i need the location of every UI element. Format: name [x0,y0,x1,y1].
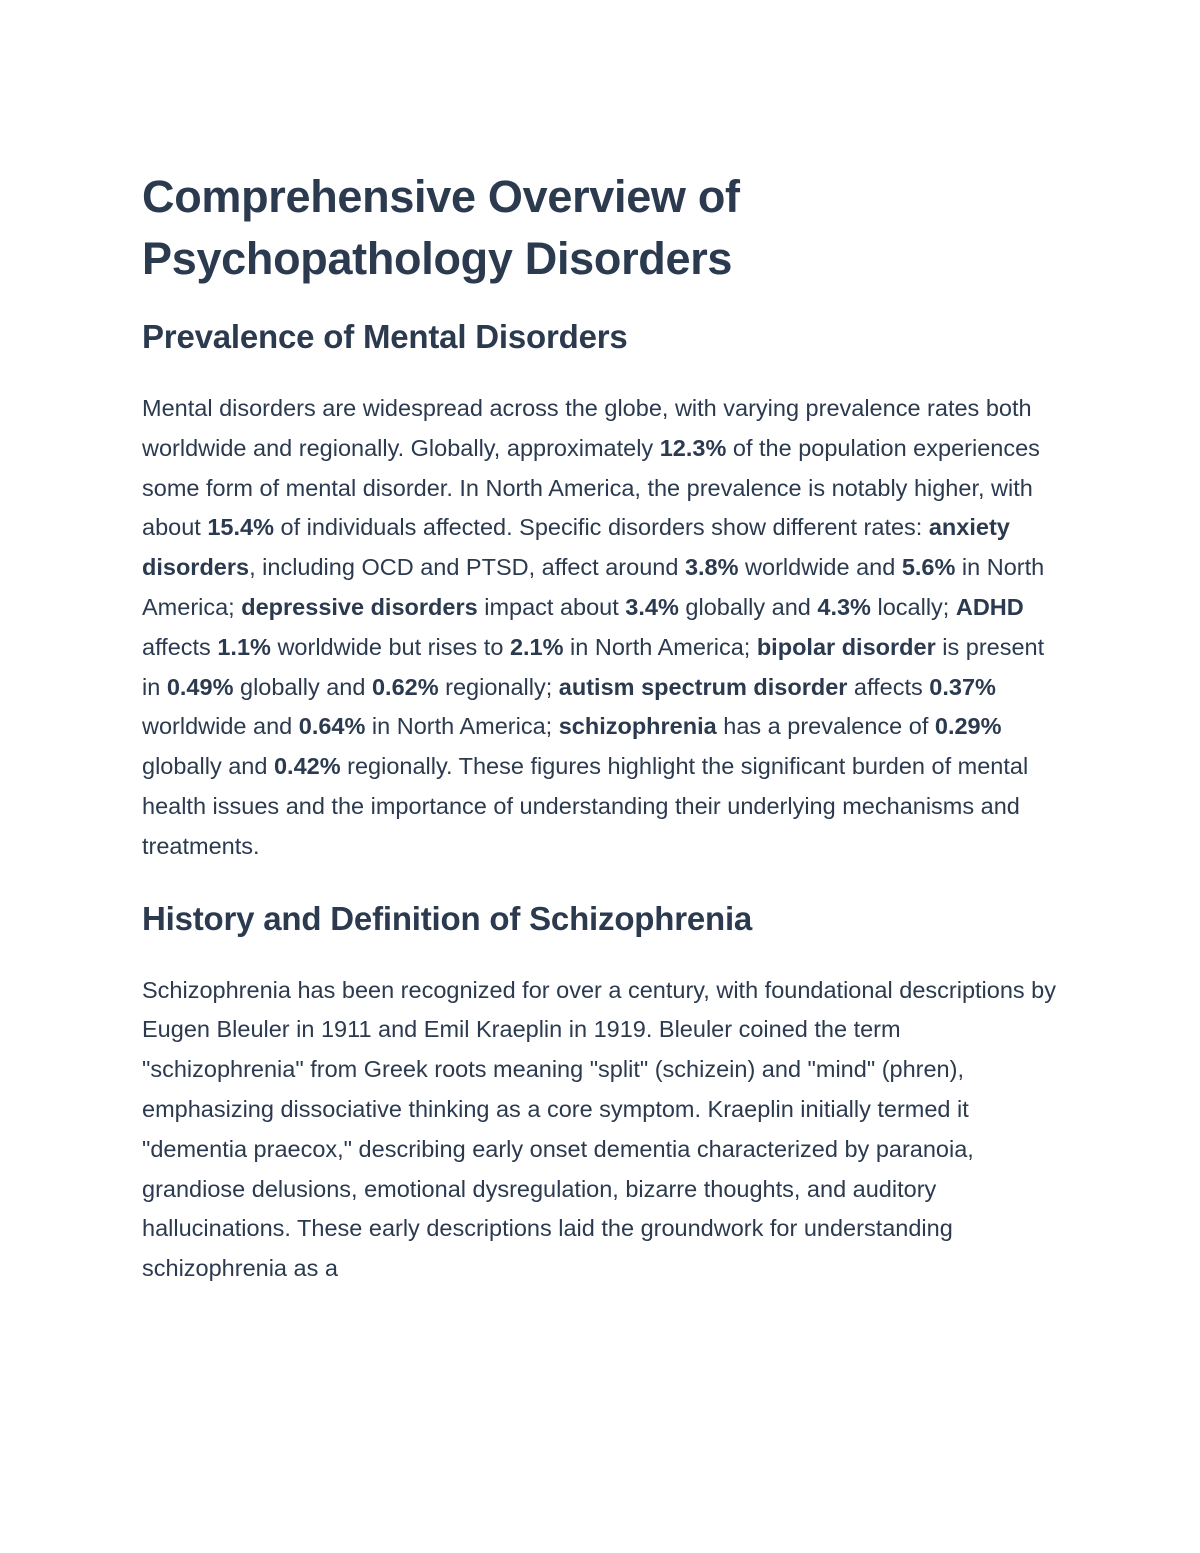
emphasis-run: 2.1% [509,633,564,660]
text-run: of the population experiences some form of mental disorder. In North America, the prevalence is notably higher, with about [142,434,1040,541]
emphasis-run: 0.29% [934,713,1002,740]
emphasis-run: anxiety disorders [142,514,1010,581]
emphasis-run: autism spectrum disorder [558,673,848,700]
emphasis-run: depressive disorders [241,593,478,620]
text-run: in North America; [142,554,1045,620]
emphasis-run: 3.4% [625,593,679,620]
text-run: worldwide but rises to [270,633,510,660]
document-title: Comprehensive Overview of Psychopathology Disorders [142,171,740,284]
emphasis-run: 1.1% [217,633,271,660]
emphasis-run: 0.64% [298,713,366,740]
text-run: locally; [870,593,956,620]
text-run: globally and [233,673,372,700]
text-run: has a prevalence of [716,713,935,740]
section-heading-prevalence: Prevalence of Mental Disorders [142,318,628,355]
text-run: of individuals affected. Specific disorders show different rates: [273,514,929,541]
emphasis-run: 4.3% [817,593,871,620]
text-run: globally and [142,753,274,780]
emphasis-run: 15.4% [207,514,274,541]
emphasis-run: 0.62% [371,673,439,700]
emphasis-run: ADHD [955,593,1024,620]
emphasis-run: schizophrenia [558,713,717,740]
text-run: in North America; [365,713,559,740]
text-run: , including OCD and PTSD, affect around [249,554,685,581]
paragraph-schizophrenia: Schizophrenia has been recognized for over a century, with foundational descriptions by Eugen Bleuler in 1911 and Emil Kraeplin in 1919. Bleuler coined the term "schizophrenia" from Greek roots meaning "split" (schizein) and "mind" (phren), emphasizing dissociative thinking as a core symptom. Kraeplin initially termed it "dementia praecox," describing early onset dementia characterized by paranoia, grandiose delusions, emotional dysregulation, bizarre thoughts, and auditory hallucinations. These early descriptions laid the groundwork for understanding schizophrenia as a [142,976,1056,1282]
emphasis-run: bipolar disorder [756,633,936,660]
emphasis-run: 5.6% [901,554,956,581]
text-run: impact about [477,593,626,620]
emphasis-run: 3.8% [684,554,739,581]
emphasis-run: 0.49% [166,673,234,700]
emphasis-run: 0.42% [273,753,341,780]
text-run: is present in [142,633,1045,700]
text-run: affects [847,673,930,700]
text-run: worldwide and [738,554,902,581]
emphasis-run: 0.37% [929,673,996,700]
text-run: regionally; [438,673,559,700]
emphasis-run: 12.3% [659,434,727,461]
text-run: globally and [678,593,818,620]
text-run: regionally. These figures highlight the significant burden of mental health issues and the importance of understanding their underlying mechanisms and treatments. [142,753,1029,859]
document-page [142,166,1067,1289]
paragraph-prevalence [142,389,1067,867]
text-run: Mental disorders are widespread across the globe, with varying prevalence rates both worldwide and regionally. Globally, approximately [142,395,1032,461]
text-run: affects [142,633,218,660]
text-run: worldwide and [142,713,299,740]
section-heading-schizophrenia: History and Definition of Schizophrenia [142,899,753,937]
text-run: in North America; [563,633,757,660]
